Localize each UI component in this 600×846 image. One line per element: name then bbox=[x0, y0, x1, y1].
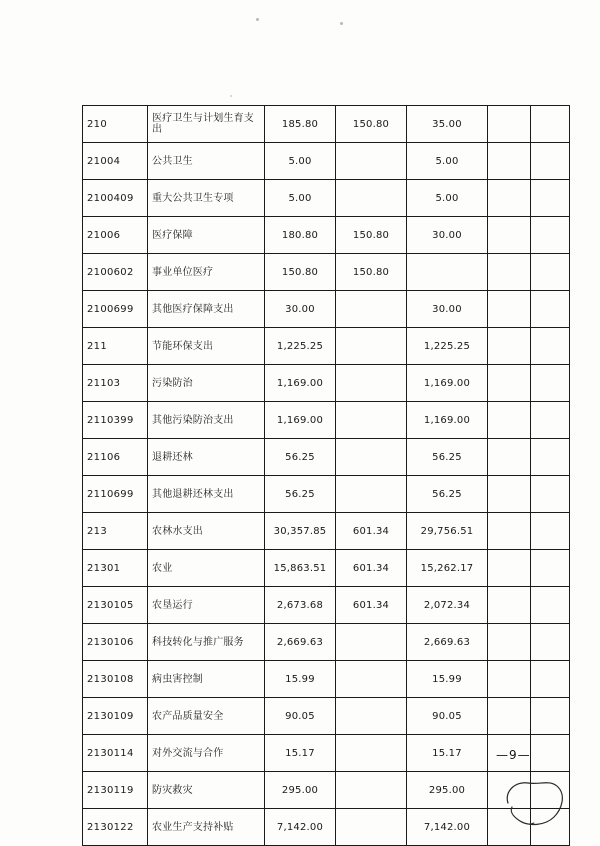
table-row bbox=[83, 624, 570, 661]
cell-value-4 bbox=[488, 217, 531, 254]
cell-name: 退耕还林 bbox=[148, 439, 265, 476]
cell-value-2 bbox=[336, 809, 407, 846]
cell-value-3: 30.00 bbox=[407, 217, 488, 254]
cell-value-2: 601.34 bbox=[336, 550, 407, 587]
cell-value-5 bbox=[531, 217, 570, 254]
cell-name: 医疗卫生与计划生育支出 bbox=[148, 106, 265, 143]
cell-value-3: 15.17 bbox=[407, 735, 488, 772]
cell-value-2 bbox=[336, 439, 407, 476]
cell-name: 事业单位医疗 bbox=[148, 254, 265, 291]
cell-value-5 bbox=[531, 291, 570, 328]
cell-value-3 bbox=[407, 254, 488, 291]
cell-value-3: 15.99 bbox=[407, 661, 488, 698]
cell-total: 180.80 bbox=[265, 217, 336, 254]
cell-code: 2130108 bbox=[83, 661, 148, 698]
budget-expenditure-table bbox=[82, 105, 570, 846]
cell-name: 农产品质量安全 bbox=[148, 698, 265, 735]
cell-value-2 bbox=[336, 291, 407, 328]
cell-value-2 bbox=[336, 476, 407, 513]
cell-value-3: 5.00 bbox=[407, 143, 488, 180]
cell-value-5 bbox=[531, 476, 570, 513]
cell-value-3: 5.00 bbox=[407, 180, 488, 217]
cell-total: 15.99 bbox=[265, 661, 336, 698]
cell-value-4 bbox=[488, 180, 531, 217]
cell-name: 污染防治 bbox=[148, 365, 265, 402]
cell-value-5 bbox=[531, 365, 570, 402]
cell-code: 2110399 bbox=[83, 402, 148, 439]
cell-code: 2100602 bbox=[83, 254, 148, 291]
cell-value-4 bbox=[488, 661, 531, 698]
table-row bbox=[83, 772, 570, 809]
cell-value-5 bbox=[531, 439, 570, 476]
cell-total: 7,142.00 bbox=[265, 809, 336, 846]
cell-value-4 bbox=[488, 513, 531, 550]
cell-value-3: 90.05 bbox=[407, 698, 488, 735]
cell-code: 21301 bbox=[83, 550, 148, 587]
table-row bbox=[83, 439, 570, 476]
cell-value-5 bbox=[531, 180, 570, 217]
cell-value-3: 1,169.00 bbox=[407, 365, 488, 402]
cell-value-5 bbox=[531, 661, 570, 698]
cell-value-2 bbox=[336, 365, 407, 402]
table-row bbox=[83, 365, 570, 402]
table-row bbox=[83, 402, 570, 439]
cell-total: 56.25 bbox=[265, 476, 336, 513]
cell-value-4 bbox=[488, 254, 531, 291]
cell-code: 2130119 bbox=[83, 772, 148, 809]
cell-value-4 bbox=[488, 476, 531, 513]
cell-value-3: 30.00 bbox=[407, 291, 488, 328]
cell-name: 农业生产支持补贴 bbox=[148, 809, 265, 846]
cell-value-3: 2,072.34 bbox=[407, 587, 488, 624]
cell-name: 医疗保障 bbox=[148, 217, 265, 254]
cell-code: 2110699 bbox=[83, 476, 148, 513]
page-number: —9— bbox=[496, 748, 531, 762]
cell-code: 21006 bbox=[83, 217, 148, 254]
cell-total: 2,673.68 bbox=[265, 587, 336, 624]
cell-value-3: 29,756.51 bbox=[407, 513, 488, 550]
cell-name: 其他医疗保障支出 bbox=[148, 291, 265, 328]
table-row bbox=[83, 328, 570, 365]
cell-value-4 bbox=[488, 291, 531, 328]
scan-speckle bbox=[256, 18, 259, 21]
cell-value-3: 2,669.63 bbox=[407, 624, 488, 661]
cell-total: 56.25 bbox=[265, 439, 336, 476]
cell-value-3: 7,142.00 bbox=[407, 809, 488, 846]
cell-name: 节能环保支出 bbox=[148, 328, 265, 365]
cell-value-4 bbox=[488, 624, 531, 661]
cell-total: 150.80 bbox=[265, 254, 336, 291]
cell-code: 21004 bbox=[83, 143, 148, 180]
cell-code: 210 bbox=[83, 106, 148, 143]
table-row bbox=[83, 698, 570, 735]
cell-code: 21106 bbox=[83, 439, 148, 476]
cell-value-4 bbox=[488, 698, 531, 735]
cell-value-5 bbox=[531, 402, 570, 439]
cell-name: 农垦运行 bbox=[148, 587, 265, 624]
cell-value-5 bbox=[531, 106, 570, 143]
cell-total: 185.80 bbox=[265, 106, 336, 143]
cell-name: 其他污染防治支出 bbox=[148, 402, 265, 439]
cell-code: 2100409 bbox=[83, 180, 148, 217]
cell-value-2 bbox=[336, 735, 407, 772]
table-row bbox=[83, 254, 570, 291]
table-row bbox=[83, 587, 570, 624]
cell-total: 15.17 bbox=[265, 735, 336, 772]
cell-code: 2130114 bbox=[83, 735, 148, 772]
cell-total: 15,863.51 bbox=[265, 550, 336, 587]
cell-total: 1,169.00 bbox=[265, 365, 336, 402]
cell-value-3: 1,225.25 bbox=[407, 328, 488, 365]
cell-code: 2130106 bbox=[83, 624, 148, 661]
table-row bbox=[83, 476, 570, 513]
cell-value-4 bbox=[488, 550, 531, 587]
scan-speckle bbox=[340, 22, 343, 25]
cell-code: 2130109 bbox=[83, 698, 148, 735]
cell-value-5 bbox=[531, 143, 570, 180]
cell-value-4 bbox=[488, 587, 531, 624]
cell-code: 2130105 bbox=[83, 587, 148, 624]
cell-name: 防灾救灾 bbox=[148, 772, 265, 809]
table-row bbox=[83, 106, 570, 143]
cell-value-2: 150.80 bbox=[336, 254, 407, 291]
cell-value-2 bbox=[336, 624, 407, 661]
cell-code: 213 bbox=[83, 513, 148, 550]
cell-value-3: 35.00 bbox=[407, 106, 488, 143]
cell-value-5 bbox=[531, 254, 570, 291]
cell-value-2 bbox=[336, 402, 407, 439]
cell-value-2 bbox=[336, 328, 407, 365]
table-row bbox=[83, 143, 570, 180]
handwritten-mark bbox=[500, 775, 570, 830]
cell-value-5 bbox=[531, 513, 570, 550]
cell-value-2: 150.80 bbox=[336, 106, 407, 143]
cell-value-5 bbox=[531, 698, 570, 735]
cell-value-5 bbox=[531, 550, 570, 587]
cell-total: 2,669.63 bbox=[265, 624, 336, 661]
cell-name: 公共卫生 bbox=[148, 143, 265, 180]
cell-total: 5.00 bbox=[265, 180, 336, 217]
cell-value-3: 1,169.00 bbox=[407, 402, 488, 439]
cell-value-2 bbox=[336, 772, 407, 809]
cell-value-3: 15,262.17 bbox=[407, 550, 488, 587]
cell-name: 其他退耕还林支出 bbox=[148, 476, 265, 513]
cell-value-5 bbox=[531, 624, 570, 661]
cell-value-4 bbox=[488, 328, 531, 365]
cell-total: 1,169.00 bbox=[265, 402, 336, 439]
cell-name: 重大公共卫生专项 bbox=[148, 180, 265, 217]
table-row bbox=[83, 809, 570, 846]
cell-value-2 bbox=[336, 143, 407, 180]
cell-value-2 bbox=[336, 661, 407, 698]
cell-name: 科技转化与推广服务 bbox=[148, 624, 265, 661]
scan-speckle bbox=[230, 95, 232, 97]
table-row bbox=[83, 513, 570, 550]
cell-name: 农业 bbox=[148, 550, 265, 587]
cell-total: 30.00 bbox=[265, 291, 336, 328]
cell-value-3: 56.25 bbox=[407, 439, 488, 476]
cell-value-5 bbox=[531, 328, 570, 365]
cell-code: 211 bbox=[83, 328, 148, 365]
table-row bbox=[83, 661, 570, 698]
cell-value-4 bbox=[488, 439, 531, 476]
cell-code: 2100699 bbox=[83, 291, 148, 328]
cell-value-2 bbox=[336, 180, 407, 217]
cell-value-3: 295.00 bbox=[407, 772, 488, 809]
cell-value-4 bbox=[488, 143, 531, 180]
cell-value-4 bbox=[488, 365, 531, 402]
table-row bbox=[83, 180, 570, 217]
cell-value-2 bbox=[336, 698, 407, 735]
table-row bbox=[83, 550, 570, 587]
cell-value-5 bbox=[531, 735, 570, 772]
cell-value-2: 150.80 bbox=[336, 217, 407, 254]
cell-value-3: 56.25 bbox=[407, 476, 488, 513]
cell-total: 5.00 bbox=[265, 143, 336, 180]
cell-value-2: 601.34 bbox=[336, 587, 407, 624]
cell-total: 1,225.25 bbox=[265, 328, 336, 365]
cell-value-5 bbox=[531, 587, 570, 624]
cell-name: 病虫害控制 bbox=[148, 661, 265, 698]
cell-name: 农林水支出 bbox=[148, 513, 265, 550]
cell-total: 295.00 bbox=[265, 772, 336, 809]
cell-code: 2130122 bbox=[83, 809, 148, 846]
table-row bbox=[83, 291, 570, 328]
cell-value-4 bbox=[488, 106, 531, 143]
cell-total: 30,357.85 bbox=[265, 513, 336, 550]
table-row bbox=[83, 217, 570, 254]
cell-name: 对外交流与合作 bbox=[148, 735, 265, 772]
cell-value-4 bbox=[488, 402, 531, 439]
cell-total: 90.05 bbox=[265, 698, 336, 735]
cell-value-2: 601.34 bbox=[336, 513, 407, 550]
cell-code: 21103 bbox=[83, 365, 148, 402]
